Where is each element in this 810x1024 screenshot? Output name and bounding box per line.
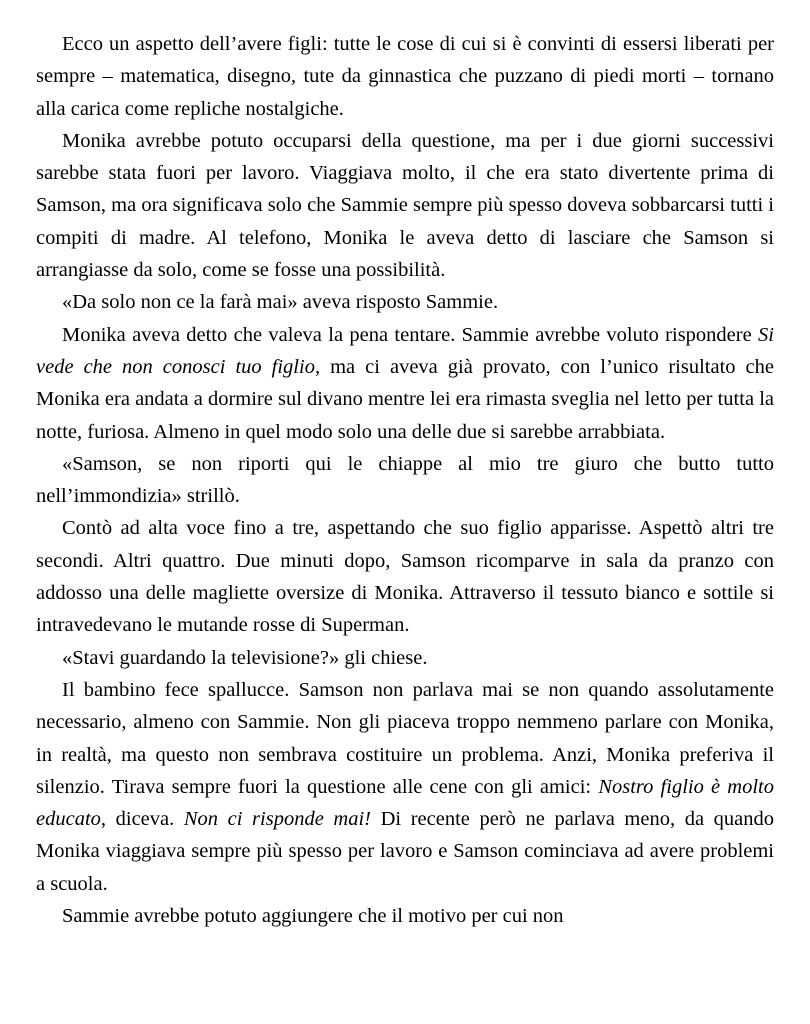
text-run: Il bambino fece spallucce. Samson non parlava mai se non quando assolutamente necessario, almeno con Sammie. Non gli piaceva troppo nemmeno parlare con Monika, in realtà, ma questo non sembrava costituire un problema. Anzi, Monika preferiva il silenzio. Tirava sempre fuori la questione alle cene con gli amici: [36, 678, 774, 798]
paragraph [36, 286, 774, 318]
paragraph [36, 900, 774, 932]
text-run: Monika avrebbe potuto occuparsi della questione, ma per i due giorni successivi sarebbe stata fuori per lavoro. Viaggiava molto, il che era stato divertente prima di Samson, ma ora significava solo che Sammie sempre più spesso doveva sobbarcarsi tutti i compiti di madre. Al telefono, Monika le aveva detto di lasciare che Samson si arrangiasse da solo, come se fosse una possibilità. [36, 129, 774, 282]
text-run: , diceva. [100, 808, 184, 831]
italic-text-run: Nostro figlio è molto educato [36, 775, 774, 831]
text-run: Contò ad alta voce fino a tre, aspettando che suo figlio apparisse. Aspettò altri tre secondi. Altri quattro. Due minuti dopo, Samson ricomparve in sala da pranzo con addosso una delle magliette oversize di Monika. Attraverso il tessuto bianco e sottile si intravedevano le mutande rosse di Superman. [36, 517, 774, 637]
paragraph [36, 319, 774, 448]
paragraph [36, 125, 774, 286]
text-run: Ecco un aspetto dell’avere figli: tutte le cose di cui si è convinti di essersi liberati per sempre – matematica, disegno, tute da ginnastica che puzzano di piedi morti – tornano alla carica come repliche nostalgiche. [36, 33, 774, 120]
paragraph [36, 674, 774, 900]
paragraph [36, 448, 774, 513]
text-run: Sammie avrebbe potuto aggiungere che il motivo per cui non [62, 905, 564, 928]
italic-text-run: Non ci risponde mai! [183, 808, 371, 831]
text-run: Di recente però ne parlava meno, da quando Monika viaggiava sempre più spesso per lavoro e Samson cominciava ad avere problemi a scuola. [36, 808, 774, 895]
paragraph [36, 512, 774, 641]
text-run: «Stavi guardando la televisione?» gli chiese. [62, 646, 428, 669]
text-run: , ma ci aveva già provato, con l’unico risultato che Monika era andata a dormire sul divano mentre lei era rimasta sveglia nel letto per tutta la notte, furiosa. Almeno in quel modo solo una delle due si sarebbe arrabbiata. [36, 355, 774, 443]
paragraph [36, 28, 774, 125]
text-run: Monika aveva detto che valeva la pena tentare. Sammie avrebbe voluto rispondere [62, 323, 759, 346]
text-run: «Da solo non ce la farà mai» aveva risposto Sammie. [62, 291, 499, 314]
italic-text-run: Si vede che non conosci tuo figlio [36, 323, 774, 378]
text-run: «Samson, se non riporti qui le chiappe al mio tre giuro che butto tutto nell’immondizia» strillò. [36, 452, 774, 508]
paragraph [36, 642, 774, 674]
document-body [36, 28, 774, 932]
